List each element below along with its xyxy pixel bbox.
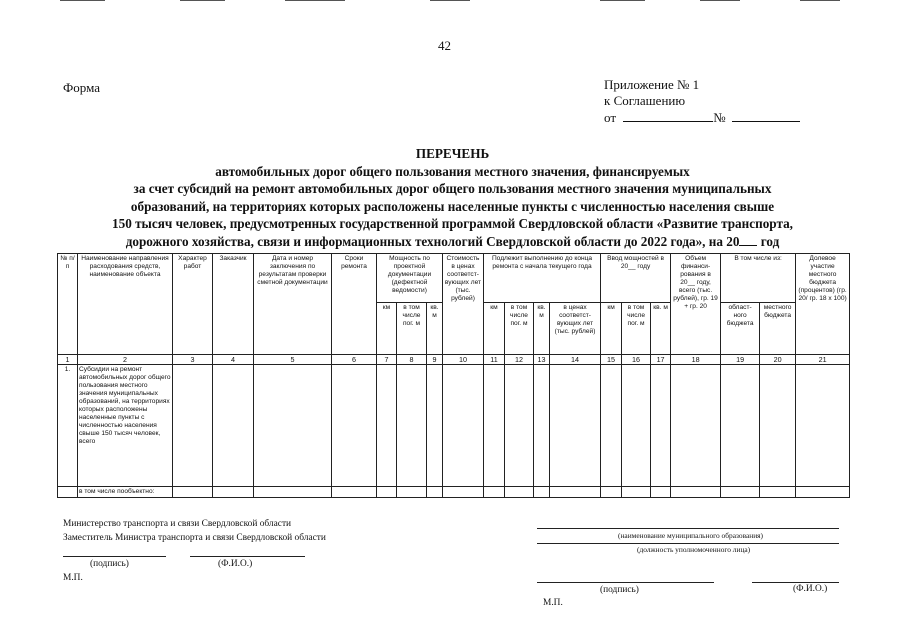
header-volume: Объем финанси-рования в 20__ году, всего (тыс. рублей), гр. 19 + гр. 20 bbox=[671, 254, 721, 355]
title-heading: ПЕРЕЧЕНЬ bbox=[415, 146, 490, 161]
signature-line bbox=[63, 556, 166, 557]
fio-caption: (Ф.И.О.) bbox=[793, 584, 828, 594]
cell bbox=[484, 487, 505, 498]
col-number: 15 bbox=[601, 355, 622, 365]
number-label: № bbox=[713, 110, 726, 125]
cell bbox=[377, 365, 397, 487]
cell bbox=[213, 365, 254, 487]
row-name: Субсидии на ремонт автомобильных дорог общего пользования местного значения муниципальных образований, на территориях которых расположены населенные пункты с численностью населения свыше 150 тысяч человек, всего bbox=[78, 365, 173, 487]
header-name: Наименование направления расходования средств, наименование объекта bbox=[78, 254, 173, 355]
title-line-end: год bbox=[760, 233, 780, 249]
deputy-label: Заместитель Министра транспорта и связи Свердловской области bbox=[63, 533, 326, 543]
sub-incl-lin: в том числе пог. м bbox=[622, 303, 651, 355]
title-line-start: дорожного хозяйства, связи и информационных технологий Свердловской области до 2022 года», на 20 bbox=[125, 233, 740, 249]
header-commission: Ввод мощностей в 20__ году bbox=[601, 254, 671, 303]
col-number: 3 bbox=[173, 355, 213, 365]
header-work-type: Характер работ bbox=[173, 254, 213, 355]
top-rule bbox=[700, 0, 740, 1]
header-share: Долевое участие местного бюджета (процентов) (гр. 20/ гр. 18 х 100) bbox=[796, 254, 850, 355]
signature-line bbox=[537, 582, 714, 583]
sub-regional: област-ного бюджета bbox=[721, 303, 760, 355]
cell bbox=[484, 365, 505, 487]
top-rule bbox=[180, 0, 225, 1]
roads-table bbox=[57, 253, 850, 498]
fio-line bbox=[752, 582, 839, 583]
col-number: 19 bbox=[721, 355, 760, 365]
col-number: 6 bbox=[332, 355, 377, 365]
municipality-caption: (наименование муниципального образования) bbox=[618, 531, 764, 540]
cell bbox=[332, 487, 377, 498]
header-terms: Сроки ремонта bbox=[332, 254, 377, 355]
ministry-label: Министерство транспорта и связи Свердловской области bbox=[63, 519, 292, 529]
header-customer: Заказчик bbox=[213, 254, 254, 355]
col-number: 9 bbox=[427, 355, 443, 365]
sub-sqm: кв. м bbox=[534, 303, 550, 355]
title-line: 150 тысяч человек, предусмотренных государственной программой Свердловской области «Развитие транспорта, bbox=[112, 216, 793, 232]
cell bbox=[550, 365, 601, 487]
col-number: 20 bbox=[760, 355, 796, 365]
cell bbox=[443, 487, 484, 498]
header-cost: Стоимость в ценах соответст-вующих лет (тыс. рублей) bbox=[443, 254, 484, 355]
cell bbox=[601, 487, 622, 498]
from-label: от bbox=[604, 110, 617, 125]
title-line: автомобильных дорог общего пользования местного значения, финансируемых bbox=[215, 163, 690, 179]
header-incl: В том числе из: bbox=[721, 254, 796, 303]
col-number: 7 bbox=[377, 355, 397, 365]
cell bbox=[534, 365, 550, 487]
fio-caption: (Ф.И.О.) bbox=[218, 559, 253, 569]
col-number: 11 bbox=[484, 355, 505, 365]
cell bbox=[332, 365, 377, 487]
cell bbox=[760, 365, 796, 487]
cell bbox=[505, 487, 534, 498]
sub-price-current: в ценах соответст-вующих лет (тыс. рублей) bbox=[550, 303, 601, 355]
appendix-title: Приложение № 1 bbox=[604, 77, 700, 92]
top-rule bbox=[285, 0, 345, 1]
sub-km: км bbox=[484, 303, 505, 355]
position-line bbox=[537, 543, 839, 544]
sub-sqm: кв. м bbox=[427, 303, 443, 355]
cell bbox=[427, 365, 443, 487]
cell bbox=[213, 487, 254, 498]
sub-local: местного бюджета bbox=[760, 303, 796, 355]
row-num: 1. bbox=[58, 365, 78, 487]
cell bbox=[760, 487, 796, 498]
cell bbox=[651, 487, 671, 498]
title-line bbox=[50, 233, 855, 251]
sub-km: км bbox=[377, 303, 397, 355]
cell bbox=[534, 487, 550, 498]
col-number: 14 bbox=[550, 355, 601, 365]
seal-label: М.П. bbox=[63, 573, 83, 583]
cell bbox=[377, 487, 397, 498]
cell bbox=[601, 365, 622, 487]
document-title bbox=[50, 145, 855, 251]
appendix-date-number bbox=[604, 109, 800, 126]
top-rule bbox=[600, 0, 645, 1]
top-rule bbox=[60, 0, 105, 1]
col-number: 18 bbox=[671, 355, 721, 365]
col-number: 17 bbox=[651, 355, 671, 365]
cell bbox=[622, 487, 651, 498]
fio-line bbox=[190, 556, 305, 557]
col-number: 13 bbox=[534, 355, 550, 365]
sub-incl-lin: в том числе пог. м bbox=[397, 303, 427, 355]
top-rule bbox=[430, 0, 470, 1]
page-number: 42 bbox=[438, 38, 451, 53]
appendix-block bbox=[604, 77, 800, 126]
cell bbox=[443, 365, 484, 487]
number-blank bbox=[732, 109, 800, 122]
row-name: в том числе пообъектно: bbox=[78, 487, 173, 498]
cell bbox=[550, 487, 601, 498]
year-blank bbox=[739, 234, 757, 246]
top-rule bbox=[800, 0, 840, 1]
cell bbox=[397, 487, 427, 498]
cell bbox=[254, 487, 332, 498]
header-num: № п/п bbox=[58, 254, 78, 355]
header-to-do: Подлежит выполнению до конца ремонта с начала текущего года bbox=[484, 254, 601, 303]
col-number: 2 bbox=[78, 355, 173, 365]
col-number: 5 bbox=[254, 355, 332, 365]
cell bbox=[671, 365, 721, 487]
form-label: Форма bbox=[63, 80, 100, 95]
position-caption: (должность уполномоченного лица) bbox=[637, 545, 751, 554]
sub-km: км bbox=[601, 303, 622, 355]
col-number: 1 bbox=[58, 355, 78, 365]
sub-sqm: кв. м bbox=[651, 303, 671, 355]
table-row bbox=[58, 365, 850, 487]
cell bbox=[58, 487, 78, 498]
cell bbox=[173, 487, 213, 498]
cell bbox=[427, 487, 443, 498]
signature-caption: (подпись) bbox=[90, 559, 129, 569]
title-line: за счет субсидий на ремонт автомобильных дорог общего пользования местного значения муниципальных bbox=[133, 181, 772, 197]
header-capacity: Мощность по проектной документации (дефектной ведомости) bbox=[377, 254, 443, 303]
title-line: образований, на территориях которых расположены населенные пункты с численностью населения свыше bbox=[130, 198, 775, 214]
col-number: 4 bbox=[213, 355, 254, 365]
date-blank bbox=[623, 109, 713, 122]
municipality-line bbox=[537, 528, 839, 529]
appendix-agreement: к Соглашению bbox=[604, 93, 686, 108]
header-doc-date: Дата и номер заключения по результатам проверки сметной документации bbox=[254, 254, 332, 355]
cell bbox=[397, 365, 427, 487]
cell bbox=[254, 365, 332, 487]
col-number: 16 bbox=[622, 355, 651, 365]
cell bbox=[796, 487, 850, 498]
cell bbox=[721, 487, 760, 498]
cell bbox=[721, 365, 760, 487]
cell bbox=[505, 365, 534, 487]
seal-label: М.П. bbox=[543, 598, 563, 608]
cell bbox=[796, 365, 850, 487]
col-number: 10 bbox=[443, 355, 484, 365]
cell bbox=[651, 365, 671, 487]
cell bbox=[622, 365, 651, 487]
col-number: 8 bbox=[397, 355, 427, 365]
sub-incl-lin: в том числе пог. м bbox=[505, 303, 534, 355]
cell bbox=[173, 365, 213, 487]
col-number: 12 bbox=[505, 355, 534, 365]
table-row bbox=[58, 487, 850, 498]
col-number: 21 bbox=[796, 355, 850, 365]
signature-caption: (подпись) bbox=[600, 585, 639, 595]
cell bbox=[671, 487, 721, 498]
